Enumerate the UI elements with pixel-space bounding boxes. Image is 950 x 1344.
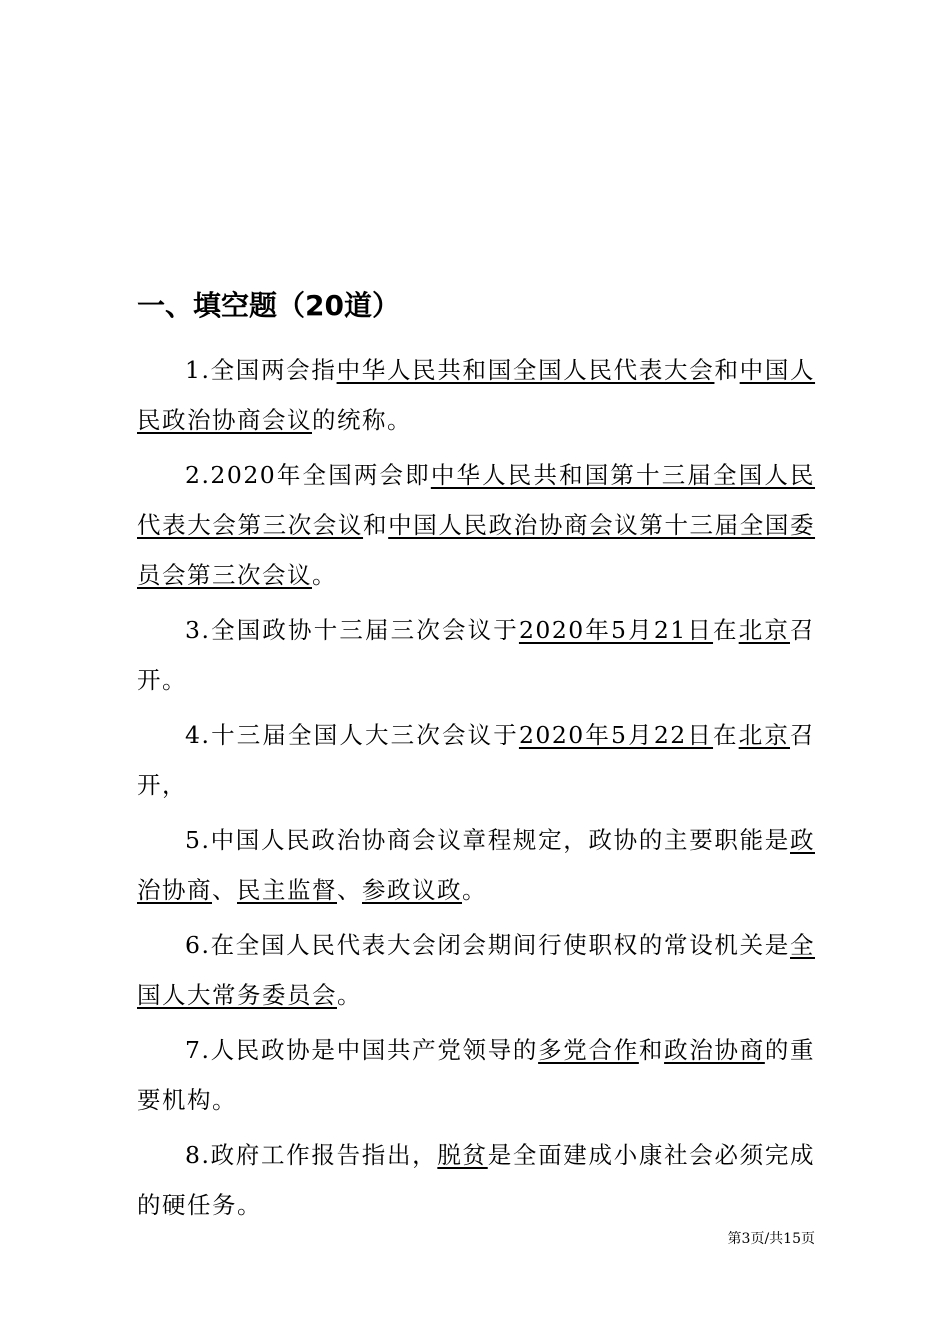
- question-text: 2.2020年全国两会即: [185, 461, 431, 489]
- question-text: 在: [713, 616, 739, 644]
- page-number: 第3页/共15页: [727, 1231, 815, 1247]
- answer-blank: 政治协商: [664, 1036, 765, 1064]
- question-item: [137, 920, 815, 1020]
- answer-blank: 中华人民共和国第十三届全国人民代表大会第三次会议: [137, 461, 816, 539]
- answer-blank: 2020年5月22日: [518, 721, 714, 749]
- question-text: 、: [337, 876, 362, 904]
- question-text: 、: [212, 876, 237, 904]
- answer-blank: 中国人民政治协商会议: [137, 356, 816, 434]
- question-item: [137, 450, 815, 600]
- question-text: 召开。: [137, 616, 815, 694]
- answer-blank: 民主监督: [237, 876, 337, 904]
- question-text: 8.政府工作报告指出，: [185, 1141, 438, 1169]
- answer-blank: 北京: [738, 616, 790, 644]
- question-item: [137, 1130, 815, 1230]
- question-text: 。: [462, 876, 487, 904]
- question-text: 。: [337, 981, 362, 1009]
- question-text: 1.全国两会指: [185, 356, 337, 384]
- question-text: 在: [713, 721, 739, 749]
- section-title: 一、填空题（20道）: [137, 289, 400, 322]
- question-text: 。: [312, 561, 337, 589]
- answer-blank: 政治协商: [137, 826, 815, 904]
- question-text: 4.十三届全国人大三次会议于: [185, 721, 519, 749]
- answer-blank: 中华人民共和国全国人民代表大会: [336, 356, 715, 384]
- question-text: 和: [638, 1036, 665, 1064]
- question-text: 是全面建成小康社会必须完成的硬任务。: [137, 1141, 816, 1219]
- question-text: 和: [714, 356, 740, 384]
- question-text: 6.在全国人民代表大会闭会期间行使职权的常设机关是: [185, 931, 790, 959]
- question-text: 的重要机构。: [137, 1036, 816, 1114]
- answer-blank: 北京: [738, 721, 790, 749]
- answer-blank: 多党合作: [538, 1036, 639, 1064]
- answer-blank: 脱贫: [437, 1141, 488, 1169]
- question-text: 和: [363, 511, 389, 539]
- answer-blank: 中国人民政治协商会议第十三届全国委员会第三次会议: [137, 511, 816, 589]
- question-text: 的统称。: [312, 406, 412, 434]
- answer-blank: 参政议政: [362, 876, 462, 904]
- question-item: [137, 710, 815, 810]
- question-text: 7.人民政协是中国共产党领导的: [185, 1036, 539, 1064]
- question-text: 3.全国政协十三届三次会议于: [185, 616, 519, 644]
- question-item: [137, 1025, 815, 1125]
- question-text: 5.中国人民政治协商会议章程规定，政协的主要职能是: [185, 826, 790, 854]
- answer-blank: 全国人大常务委员会: [137, 931, 815, 1009]
- question-text: 召开，: [137, 721, 815, 799]
- question-list: [137, 345, 815, 1235]
- question-item: [137, 345, 815, 445]
- question-item: [137, 815, 815, 915]
- answer-blank: 2020年5月21日: [518, 616, 714, 644]
- question-item: [137, 605, 815, 705]
